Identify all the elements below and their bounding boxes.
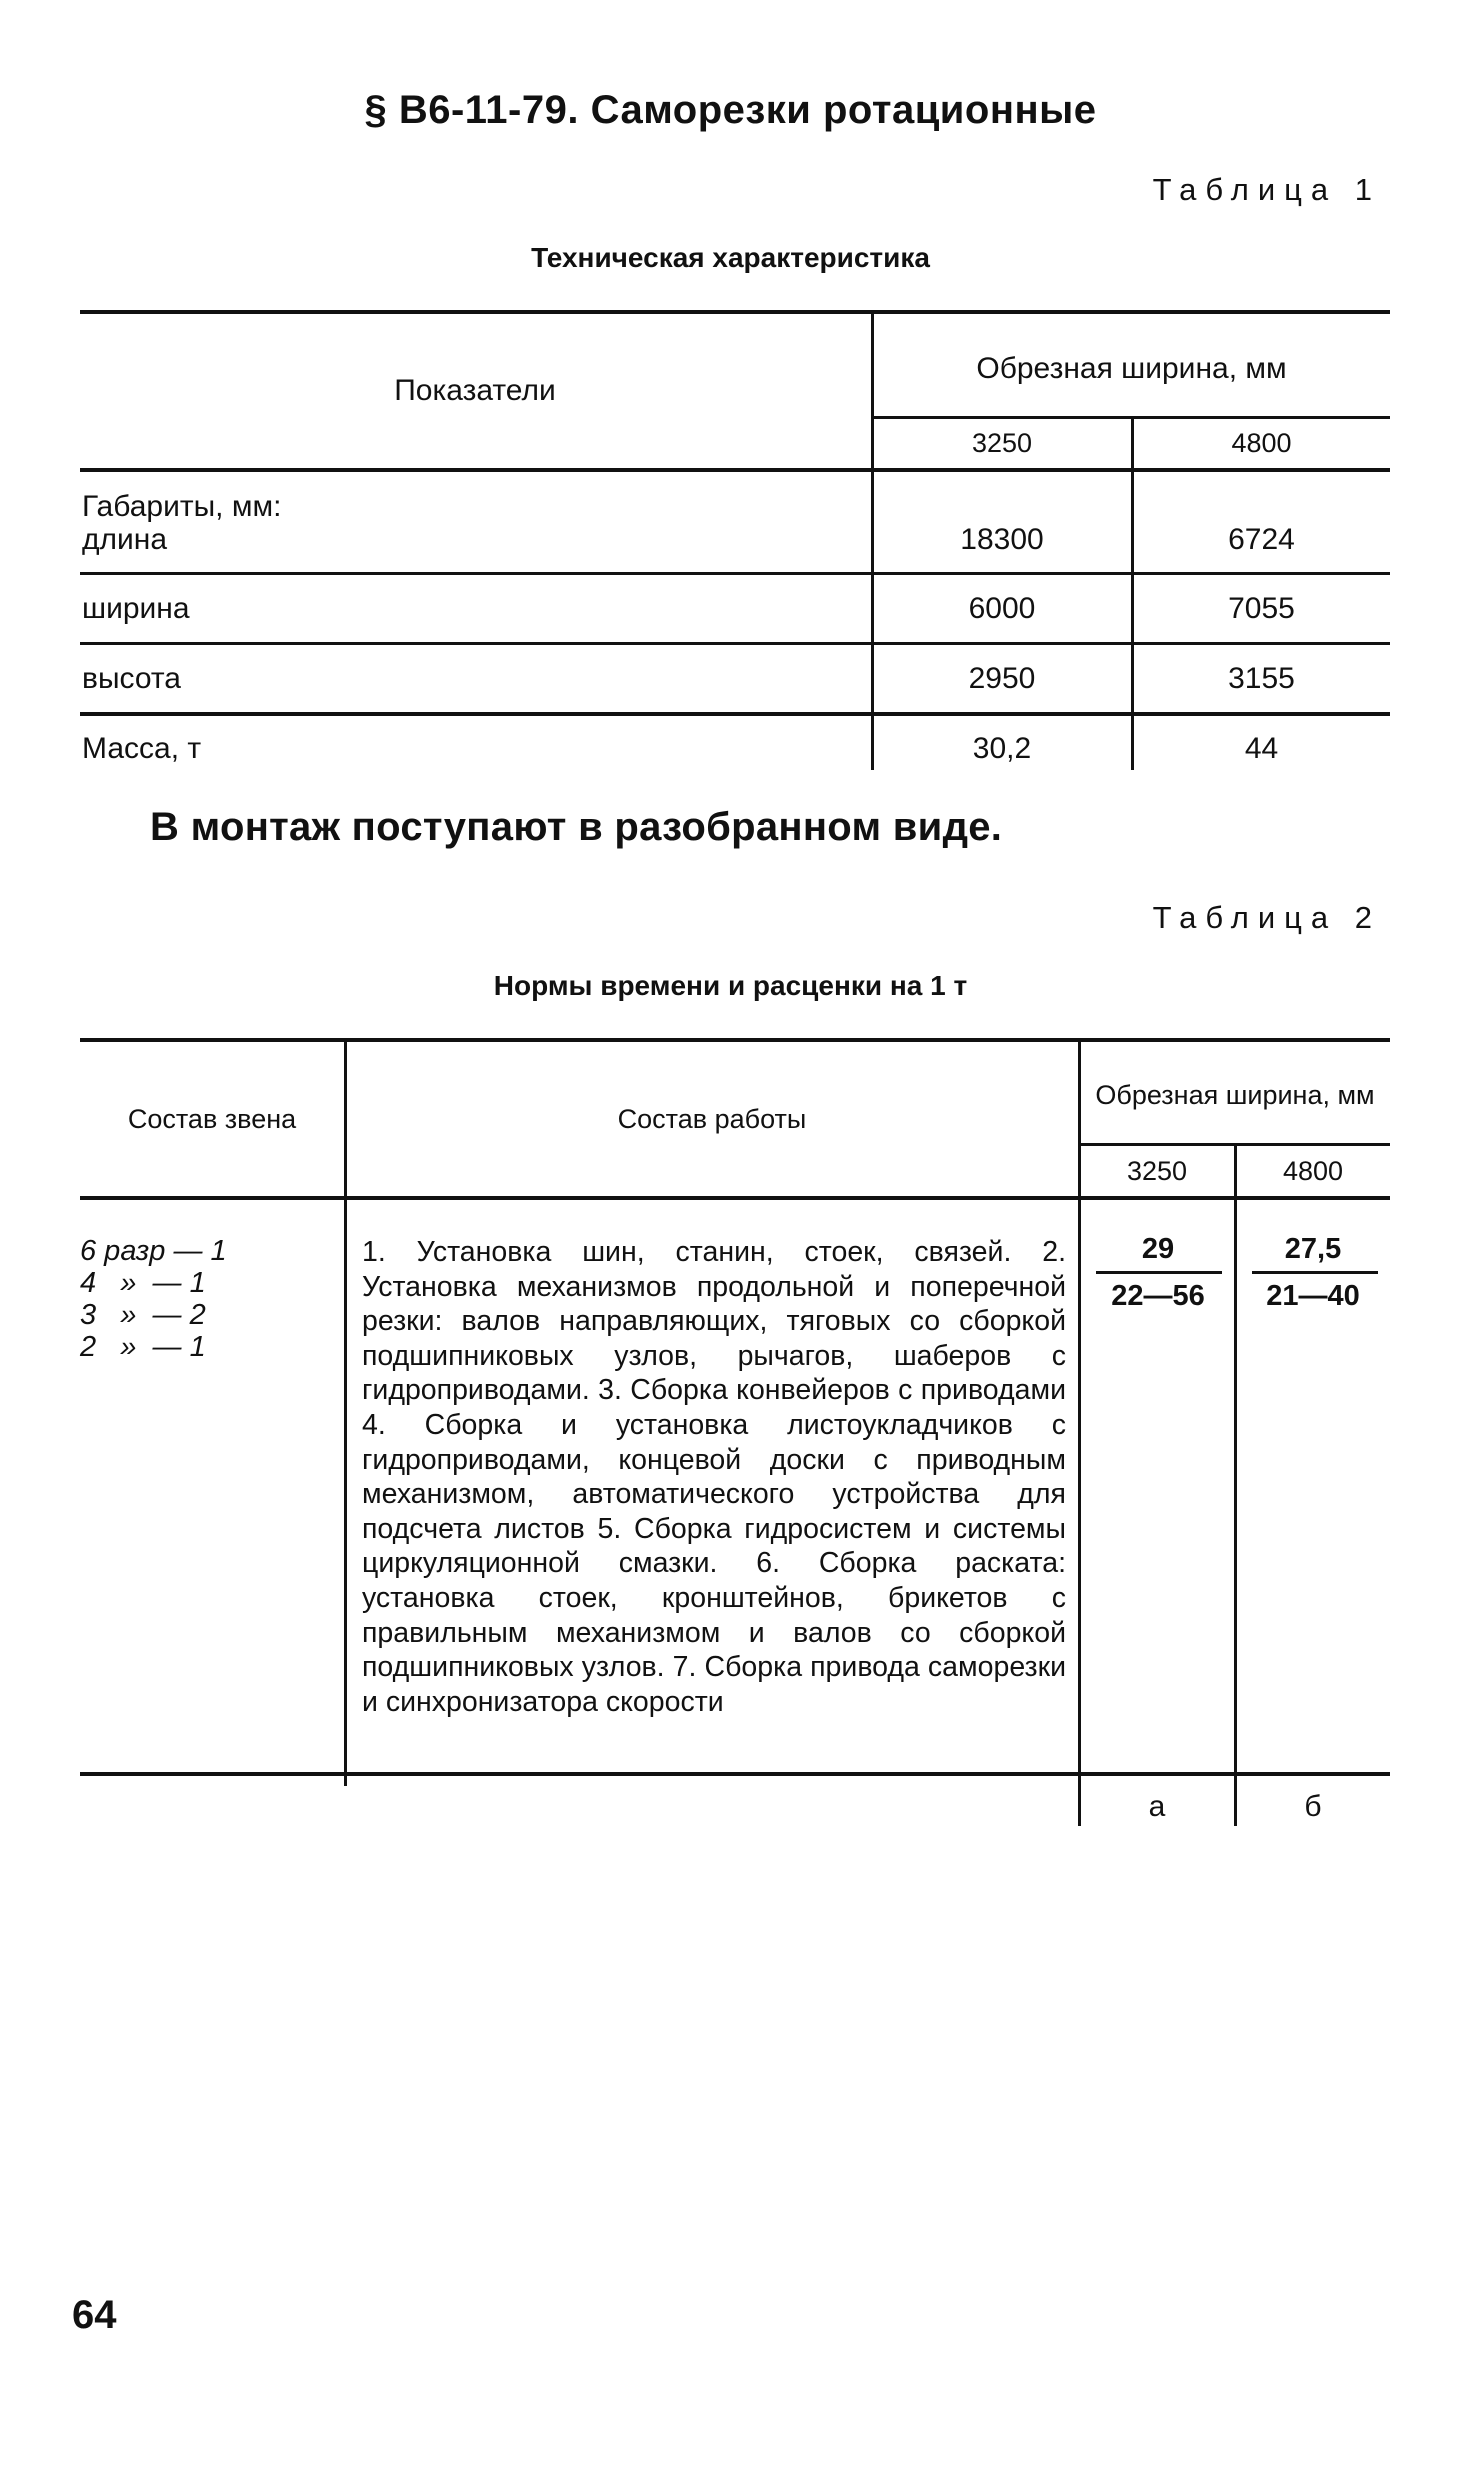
crew-item: 6 разр — 1 xyxy=(80,1235,227,1267)
page-number: 64 xyxy=(72,2293,117,2337)
norm-3250-fraction-line xyxy=(1096,1271,1222,1274)
table2-col-crew: Состав звена xyxy=(127,1104,297,1134)
table2-col-rule-3 xyxy=(1234,1143,1237,1826)
table1-row-length-3250: 18300 xyxy=(960,523,1044,556)
table1-row-length-label: длина xyxy=(82,523,168,556)
table1-caption: Техническая характеристика xyxy=(531,242,930,273)
table1-row-rule-1 xyxy=(80,572,1390,575)
table1-row-height-4800: 3155 xyxy=(1228,662,1295,695)
table2-bottom-rule xyxy=(80,1772,1390,1776)
work-description: 1. Установка шин, станин, стоек, связей. 2. Установка механизмов продольной и поперечной резки: валов направляющих, тяговых со сборкой подшипниковых узлов, рычагов, шаберов с гидроприводами. 3. Сборка конвейеров с приводами 4. Сборка и установка листоукладчиков с гидроприводами, концевой доски с приводным механизмом, автоматического устройства для подсчета листов 5. Сборка гидросистем и системы циркуляционной смазки. 6. Сборка раската: установка стоек, кронштейнов, брикетов с правильным механизмом и валов со сборкой подшипниковых узлов. 7. Сборка привода саморезки и синхронизатора скорости xyxy=(362,1236,1066,1718)
norm-3250-rate: 22—56 xyxy=(1111,1280,1205,1312)
table1-row-mass-label: Масса, т xyxy=(82,732,202,765)
table1-col-3250: 3250 xyxy=(971,428,1033,458)
table1-col-group: Обрезная ширина, мм xyxy=(976,352,1287,385)
table2-label: Таблица 2 xyxy=(1152,900,1381,935)
table1-row-length-4800: 6724 xyxy=(1228,523,1295,556)
norm-4800-fraction-line xyxy=(1252,1271,1378,1274)
norm-4800-time: 27,5 xyxy=(1284,1233,1342,1265)
table1-row-dimensions-label: Габариты, мм: xyxy=(82,490,282,523)
table1-col-param: Показатели xyxy=(394,374,556,407)
crew-item: 3 » — 2 xyxy=(80,1299,206,1331)
table2-col-3250: 3250 xyxy=(1126,1156,1188,1186)
norm-4800-rate: 21—40 xyxy=(1266,1280,1360,1312)
table2-caption: Нормы времени и расценки на 1 т xyxy=(493,970,968,1001)
table1-col-4800: 4800 xyxy=(1231,428,1292,458)
table1-row-width-label: ширина xyxy=(82,592,190,625)
crew-item: 2 » — 1 xyxy=(80,1331,206,1363)
table2-col-4800: 4800 xyxy=(1282,1156,1344,1186)
table2-header-rule xyxy=(80,1196,1390,1200)
table2-footer-a: а xyxy=(1148,1790,1166,1823)
table1-top-rule xyxy=(80,310,1390,314)
table1-row-rule-3 xyxy=(80,712,1390,716)
table1-row-mass-3250: 30,2 xyxy=(972,732,1032,765)
table1-label: Таблица 1 xyxy=(1152,172,1381,207)
assembly-note: В монтаж поступают в разобранном виде. xyxy=(150,805,1003,849)
norm-3250-time: 29 xyxy=(1141,1233,1175,1265)
table1-row-mass-4800: 44 xyxy=(1244,732,1279,765)
table1-row-width-4800: 7055 xyxy=(1228,592,1295,625)
table2-col-work: Состав работы xyxy=(617,1104,807,1134)
table2-col-group: Обрезная ширина, мм xyxy=(1095,1080,1375,1110)
table1-row-rule-2 xyxy=(80,642,1390,645)
table2-top-rule xyxy=(80,1038,1390,1042)
table1-header-rule xyxy=(80,468,1390,472)
table1-row-height-label: высота xyxy=(82,662,181,695)
crew-item: 4 » — 1 xyxy=(80,1267,206,1299)
table2-footer-b: б xyxy=(1304,1790,1322,1823)
table2-col-rule-1 xyxy=(344,1038,347,1786)
table1-row-height-3250: 2950 xyxy=(968,662,1036,695)
table1-row-width-3250: 6000 xyxy=(968,592,1036,625)
crew-list xyxy=(80,1235,227,1363)
section-title: § В6-11-79. Саморезки ротационные xyxy=(364,88,1097,132)
